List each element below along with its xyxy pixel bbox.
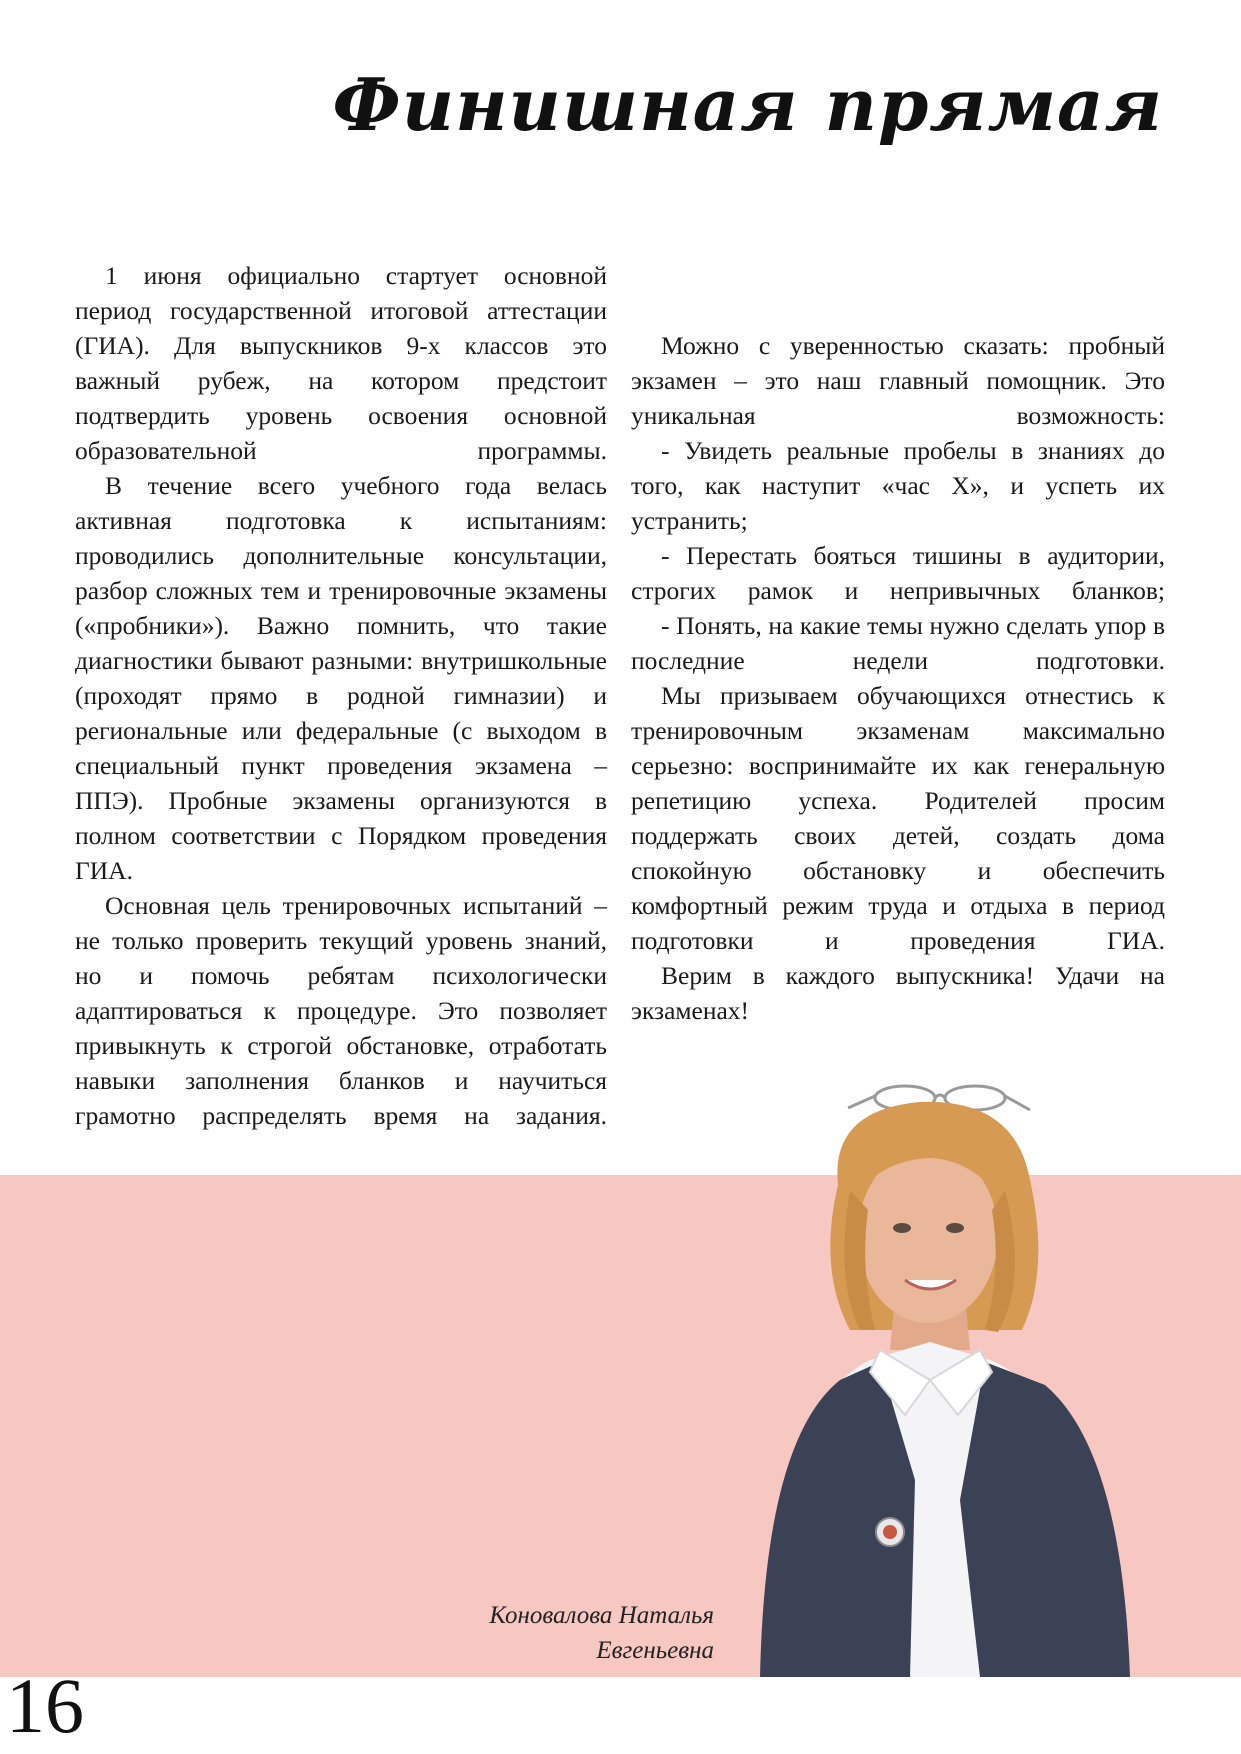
author-name: Коновалова Наталья [489,1602,714,1629]
paragraph: Можно с уверенностью сказать: пробный экзамен – это наш главный помощник. Это уникальная возможность: [631,331,1165,430]
article-column-right [631,328,1165,1028]
paragraph: 1 июня официально стартует основной период государственной итоговой аттестации (ГИА). Для выпускников 9-х классов это важный рубеж, на котором предстоит подтвердить уровень освоения основной образовательной программы. [75,261,607,465]
page-title: Финишная прямая [332,62,1163,147]
article-column-left [75,258,607,1133]
paragraph: Мы призываем обучающихся отнестись к тренировочным экзаменам максимально серьезно: воспринимайте их как генеральную репетицию успеха. Родителей просим поддержать своих детей, создать дома спокойную обстановку и обеспечить комфортный режим труда и отдыха в период подготовки и проведения ГИА. [631,681,1165,955]
paragraph: В течение всего учебного года велась активная подготовка к испытаниям: проводились дополнительные консультации, разбор сложных тем и тренировочные экзамены («пробники»). Важно помнить, что такие диагностики бывают разными: внутришкольные (проходят прямо в родной гимназии) и региональные или федеральные (с выходом в специальный пункт проведения экзамена – ППЭ). Пробные экзамены организуются в полном соответствии с Порядком проведения ГИА. [75,471,607,885]
list-item: - Увидеть реальные пробелы в знаниях до того, как наступит «час Х», и успеть их устранить; [631,436,1165,535]
author-portrait [730,1080,1170,1677]
paragraph: Основная цель тренировочных испытаний – не только проверить текущий уровень знаний, но и помочь ребятам психологически адаптироваться к процедуре. Это позволяет привыкнуть к строгой обстановке, отработать навыки заполнения бланков и научиться грамотно распределять время на задания. [75,891,607,1130]
brooch-icon [876,1518,904,1546]
list-item: - Понять, на какие темы нужно сделать упор в последние недели подготовки. [631,611,1165,675]
list-item: - Перестать бояться тишины в аудитории, строгих рамок и непривычных бланков; [631,541,1165,605]
page-number: 16 [6,1662,84,1749]
paragraph: Верим в каждого выпускника! Удачи на экзаменах! [631,961,1165,1025]
author-caption [489,1598,714,1668]
author-patronymic: Евгеньевна [596,1637,714,1664]
